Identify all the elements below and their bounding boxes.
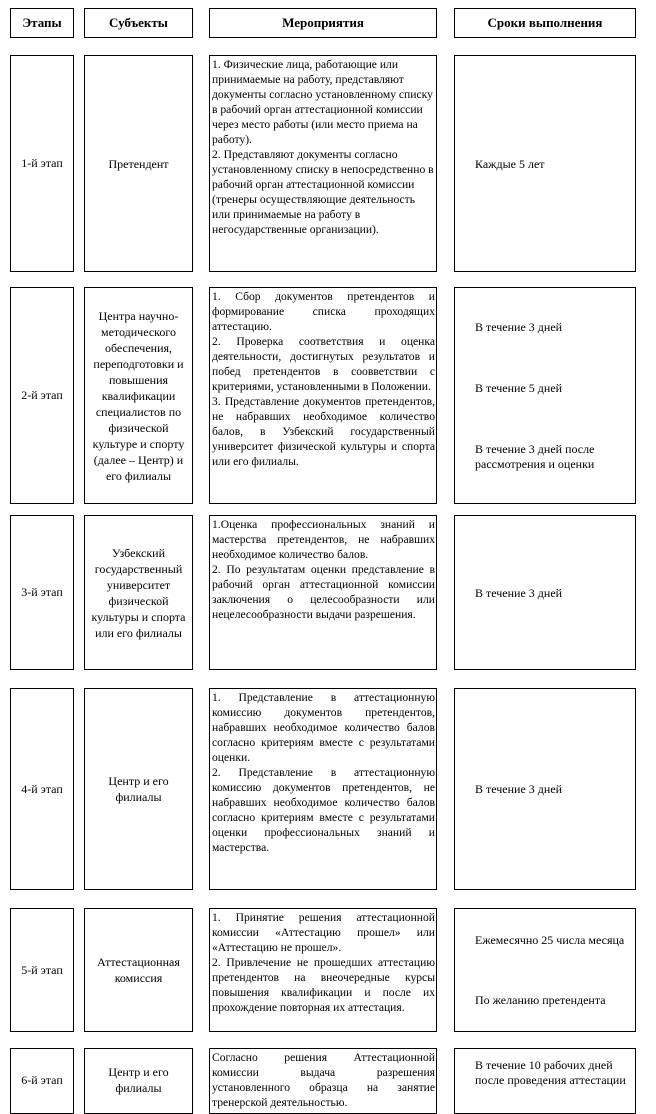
activities-cell (209, 287, 437, 504)
header-subjects (84, 8, 193, 38)
stage-label: 5-й этап (21, 962, 63, 977)
activity-item: 1. Представление в аттестационную комиссию документов претендентов, набравших необходимое количество балов согласно критериям вместе с результатами оценки. (212, 691, 435, 764)
deadline-item: В течение 3 дней (475, 586, 563, 600)
activities-cell (209, 688, 437, 890)
activity-item: 2. Проверка соответствия и оценка деятельности, достигнутых результатов и побед претендентов в соовветствии с критериями, установленными в Положении. (212, 335, 435, 393)
activity-item: 1. Сбор документов претендентов и формирование списка проходящих аттестацию. (212, 290, 435, 333)
subject-cell (84, 688, 193, 890)
subject-label: Претендент (108, 156, 169, 171)
header-activities-label: Мероприятия (282, 15, 364, 30)
subject-cell (84, 515, 193, 670)
deadline-item: По желанию претендента (475, 993, 606, 1007)
activities-cell (209, 515, 437, 670)
deadline-item: В течение 10 рабочих дней после проведения аттестации (475, 1058, 626, 1087)
activity-item: 2. По результатам оценки представление в рабочий орган аттестационной комиссии заключения о целесообразности или нецелесообразности выдачи разрешения. (212, 563, 435, 621)
stage-cell (10, 908, 74, 1032)
deadline-item: В течение 3 дней (475, 320, 563, 334)
subject-cell (84, 287, 193, 504)
deadlines-cell (454, 1048, 636, 1114)
deadline-item: Ежемесячно 25 числа месяца (475, 933, 625, 947)
stage-label: 1-й этап (21, 156, 63, 170)
stage-cell (10, 287, 74, 504)
deadline-item: Каждые 5 лет (475, 157, 545, 171)
activity-item: 2. Привлечение не прошедших аттестацию претендентов на внеочередные курсы повышения квалификации и после их прохождение повторная их аттестация. (212, 956, 435, 1014)
deadline-item: В течение 3 дней после рассмотрения и оценки (475, 442, 595, 471)
stage-cell (10, 515, 74, 670)
header-deadlines-label: Сроки выполнения (487, 15, 603, 30)
deadlines-cell (454, 688, 636, 890)
activity-item: 2. Представление в аттестационную комиссию документов претендентов, не набравших необходимое количество балов согласно критериям вместе с результатами оценки профессиональных знаний и мастерства. (212, 766, 435, 854)
deadlines-cell (454, 908, 636, 1032)
subject-cell (84, 908, 193, 1032)
subject-cell (84, 55, 193, 272)
activity-item: 3. Представление документов претендентов, не набравших необходимое количество балов, в Узбекский государственный университет физической культуры и спорта или его филиалы. (212, 395, 435, 468)
activity-item: 1. Принятие решения аттестационной комиссии «Аттестацию прошел» или «Аттестацию не прошел». (212, 911, 435, 954)
subject-label: Узбекский государственный университет физической культуры и спорта или его филиалы (91, 545, 186, 640)
subject-cell (84, 1048, 193, 1114)
stage-label: 2-й этап (21, 388, 63, 402)
header-subjects-label: Субъекты (109, 15, 168, 30)
subject-label: Центр и его филиалы (108, 774, 169, 804)
stage-label: 3-й этап (21, 585, 63, 599)
stage-cell (10, 1048, 74, 1114)
header-deadlines (454, 8, 636, 38)
stage-cell (10, 688, 74, 890)
deadline-item: В течение 3 дней (475, 782, 563, 796)
subject-label: Аттестационная комиссия (97, 955, 180, 985)
activities-cell (209, 55, 437, 272)
activity-item: 1.Оценка профессиональных знаний и мастерства претендентов, не набравших необходимое количество балов. (212, 518, 435, 561)
subject-label: Центр и его филиалы (108, 1065, 169, 1095)
activities-cell (209, 1048, 437, 1114)
activity-item: Согласно решения Аттестационной комиссии выдача разрешения установленного образца на занятие тренерской деятельностью. (212, 1051, 435, 1109)
deadline-item: В течение 5 дней (475, 381, 563, 395)
deadlines-cell (454, 287, 636, 504)
stage-cell (10, 55, 74, 272)
activity-item: 2. Представляют документы согласно установленному списку в непосредственно в рабочий орган аттестационной комиссии (тренеры осуществляющие деятельность или принимаемые на работу в негосударственные организации). (212, 148, 434, 236)
activities-cell (209, 908, 437, 1032)
subject-label: Центра научно-методического обеспечения, переподготовки и повышения квалификации специалистов по физической культуре и спорту (далее – Центр) и его филиалы (92, 308, 185, 483)
header-activities (209, 8, 437, 38)
deadlines-cell (454, 55, 636, 272)
stage-label: 6-й этап (21, 1073, 63, 1087)
stage-label: 4-й этап (21, 781, 63, 796)
header-stages-label: Этапы (22, 15, 62, 30)
deadlines-cell (454, 515, 636, 670)
activity-item: 1. Физические лица, работающие или принимаемые на работу, представляют документы согласно установленному списку в рабочий орган аттестационной комиссии через место работы (или место приема на работу). (212, 58, 433, 146)
header-stages (10, 8, 74, 38)
